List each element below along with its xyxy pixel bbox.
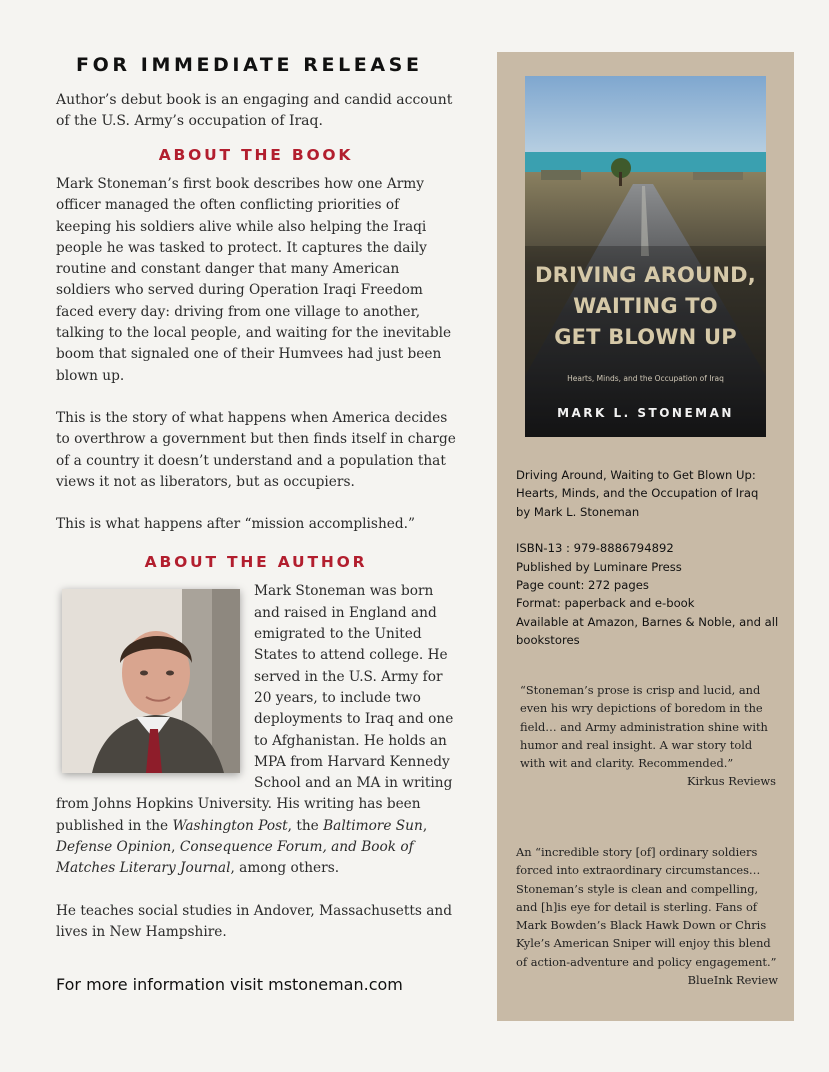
review-kirkus [520,681,776,791]
about-book-paragraph-2: This is the story of what happens when America decides to overthrow a government but then finds itself in charge of a country it doesn’t understand and a population that views it not as liberators, but as occupiers. [56,409,456,490]
cover-title-line: WAITING TO [573,294,718,318]
author-bio-separator: , [422,817,428,834]
about-book-paragraph-3: This is what happens after “mission accomplished.” [56,516,415,533]
book-cover [525,76,766,437]
author-section [56,581,456,943]
cover-title-line: DRIVING AROUND, [535,263,756,287]
format: Format: paperback and e-book [516,596,695,611]
cover-title [525,260,766,353]
about-book-paragraph-1: Mark Stoneman’s first book describes how one Army officer managed the often conflicting priorities of keeping his soldiers alive while also helping the Iraqi people he was tasked to protect. It captures the daily routine and constant danger that many American soldiers who served during Operation Iraqi Freedom faced every day: driving from one village to another, talking to the local people, and waiting for the inevitable boom that signaled one of their Humvees had just been blown up. [56,176,452,384]
publication-baltimore-sun: Baltimore Sun [323,817,423,834]
book-title-line: Driving Around, Waiting to Get Blown Up: [516,468,756,482]
publication-consequence-forum: Consequence Forum, and Book of Matches Literary Journal [56,839,414,877]
author-bio-end: , among others. [230,860,340,877]
review-source: Kirkus Reviews [686,774,776,789]
author-bio-separator: , the [287,817,324,834]
author-bio-paragraph-2: He teaches social studies in Andover, Massachusetts and lives in New Hampshire. [56,902,452,940]
tagline: Author’s debut book is an engaging and candid account of the U.S. Army’s occupation of Iraq. [56,92,453,129]
review-source: BlueInk Review [687,973,778,988]
cover-title-line: GET BLOWN UP [554,325,737,349]
cover-author: MARK L. STONEMAN [557,406,734,420]
about-book-heading: ABOUT THE BOOK [158,146,354,164]
press-release-column [56,50,456,943]
author-portrait-illustration [62,589,240,773]
book-byline: by Mark L. Stoneman [516,504,640,519]
book-details [516,466,786,650]
review-blueink [516,843,778,989]
more-info-link[interactable]: For more information visit mstoneman.com [56,975,403,994]
about-author-heading: ABOUT THE AUTHOR [144,553,368,572]
author-bio-intro: Mark Stoneman was born and raised in England and emigrated to the United States to attend college. He served in the U.S. Army for 20 years, to include two deployments to Iraq and one to Afghanistan. He holds an MPA from Harvard Kennedy School and an MA in writing from Johns Hopkins University. His writing has been published in the [56,583,454,834]
author-photo [62,589,240,773]
publication-washington-post: Washington Post [172,817,288,834]
book-sidebar [497,52,794,1021]
page-count: Page count: 272 pages [516,578,649,593]
book-title-line: Hearts, Minds, and the Occupation of Iraq [516,486,759,501]
cover-subtitle: Hearts, Minds, and the Occupation of Iraq [567,374,724,383]
review-text: “Stoneman’s prose is crisp and lucid, and even his wry depictions of boredom in the field… and Army administration shine with humor and real insight. A war story told with wit and clarity. Recommended.” [520,683,768,771]
availability: Available at Amazon, Barnes & Noble, and all bookstores [516,614,779,648]
publication-defense-opinion: Defense Opinion [56,839,172,856]
publisher: Published by Luminare Press [516,559,682,574]
author-bio-separator: , [171,839,180,856]
release-heading: FOR IMMEDIATE RELEASE [76,54,423,76]
review-text: An “incredible story [of] ordinary soldiers forced into extraordinary circumstances… Stoneman’s style is clean and compelling, and [h]is eye for detail is sterling. Fans of Mark Bowden’s Black Hawk Down or Chris Kyle’s American Sniper will enjoy this blend of action-adventure and policy engagement.” [516,845,777,969]
isbn: ISBN-13 : 979-8886794892 [516,541,674,556]
